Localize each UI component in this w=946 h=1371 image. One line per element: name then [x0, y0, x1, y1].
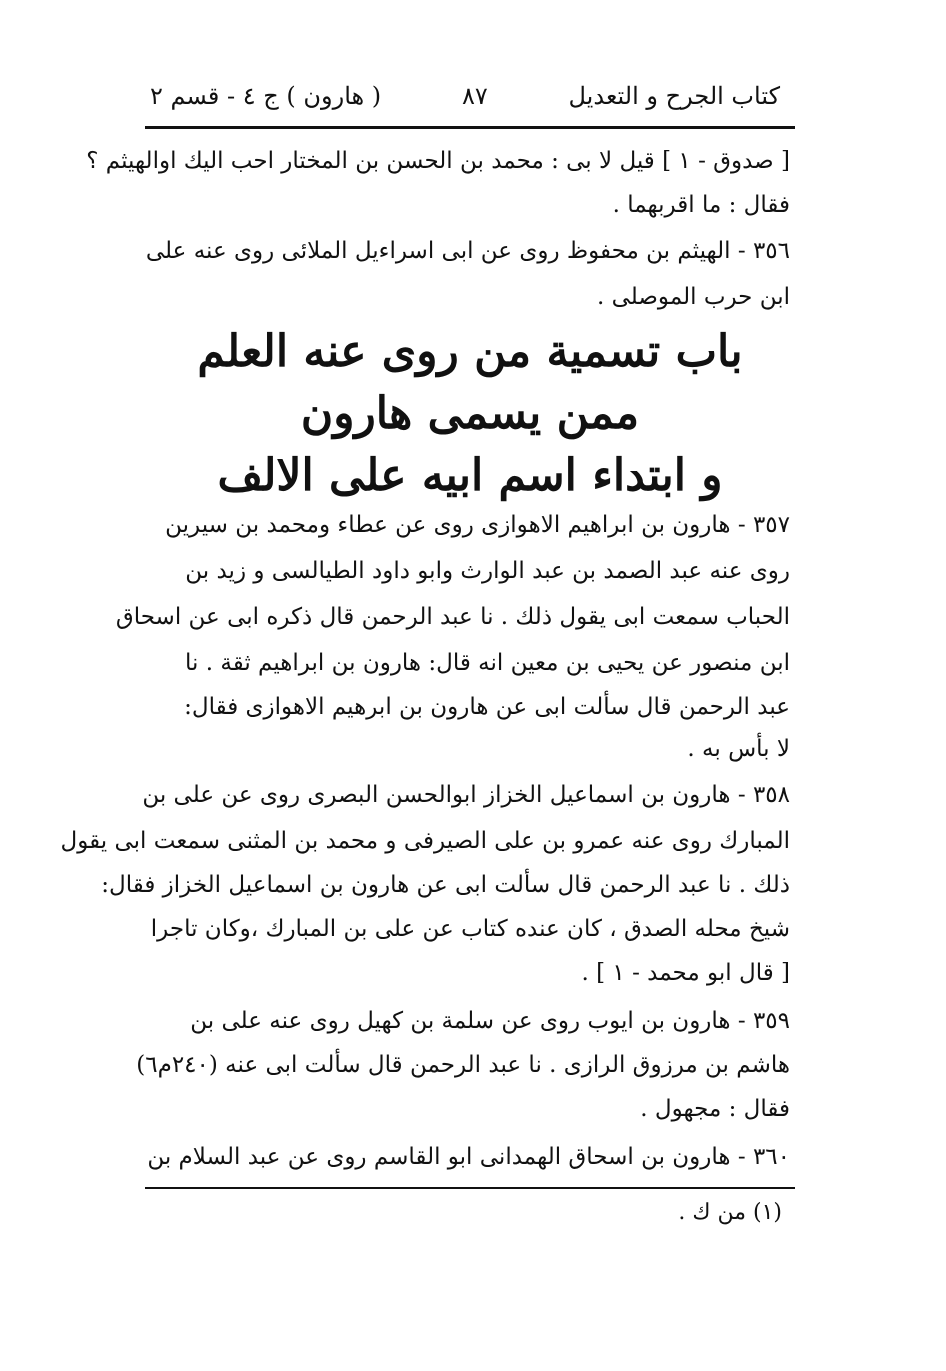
- text-line: لا بأس به .: [687, 736, 790, 762]
- text-line: ٣٥٧ - هارون بن ابراهيم الاهوازى روى عن عطاء ومحمد بن سيرين: [165, 512, 790, 538]
- text-line: ٣٦٠ - هارون بن اسحاق الهمدانى ابو القاسم روى عن عبد السلام بن: [147, 1144, 790, 1170]
- text-line: ابن حرب الموصلى .: [597, 284, 790, 310]
- text-line: ٣٥٨ - هارون بن اسماعيل الخزاز ابوالحسن البصرى روى عن على بن: [142, 782, 790, 808]
- section-label: ( هارون ) ج ٤ - قسم ٢: [150, 82, 382, 110]
- text-line: روى عنه عبد الصمد بن عبد الوارث وابو داود الطيالسى و زيد بن: [185, 558, 790, 584]
- text-line: عبد الرحمن قال سألت ابى عن هارون بن ابرهيم الاهوازى فقال:: [184, 694, 790, 720]
- page-number: ٨٧: [461, 82, 488, 110]
- chapter-heading-line-1: باب تسمية من روى عنه العلم: [197, 326, 743, 377]
- text-line: فقال : مجهول .: [640, 1096, 790, 1122]
- text-line: ذلك . نا عبد الرحمن قال سألت ابى عن هارون بن اسماعيل الخزاز فقال:: [101, 872, 790, 898]
- text-line: [ قال ابو محمد - ١ ] .: [581, 960, 790, 986]
- text-line: شيخ محله الصدق ، كان عنده كتاب عن على بن المبارك ،وكان تاجرا: [150, 916, 790, 942]
- text-line: ٣٥٦ - الهيثم بن محفوظ روى عن ابى اسراءيل الملائى روى عنه على: [145, 238, 790, 264]
- book-title: كتاب الجرح و التعديل: [568, 82, 780, 110]
- header-divider: [145, 126, 795, 129]
- text-line: المبارك روى عنه عمرو بن على الصيرفى و محمد بن المثنى سمعت ابى يقول: [60, 828, 790, 854]
- text-line: ابن منصور عن يحيى بن معين انه قال: هارون بن ابراهيم ثقة . نا: [185, 650, 790, 676]
- page-header: [150, 76, 780, 116]
- text-line: هاشم بن مرزوق الرازى . نا عبد الرحمن قال سألت ابى عنه (٢٤٠م٦): [136, 1052, 790, 1078]
- text-line: [ صدوق - ١ ] قيل لا بى : محمد بن الحسن بن المختار احب اليك اوالهيثم ؟: [86, 148, 790, 174]
- footnote: (١) من ك .: [678, 1200, 782, 1225]
- footnote-divider: [145, 1187, 795, 1189]
- text-line: ٣٥٩ - هارون بن ايوب روى عن سلمة بن كهيل روى عنه على بن: [190, 1008, 790, 1034]
- text-line: فقال : ما اقربهما .: [612, 192, 790, 218]
- text-line: الحباب سمعت ابى يقول ذلك . نا عبد الرحمن قال ذكره ابى عن اسحاق: [115, 604, 790, 630]
- chapter-heading-line-2: ممن يسمى هارون: [300, 388, 640, 439]
- chapter-heading-line-3: و ابتداء اسم ابيه على الالف: [217, 450, 723, 501]
